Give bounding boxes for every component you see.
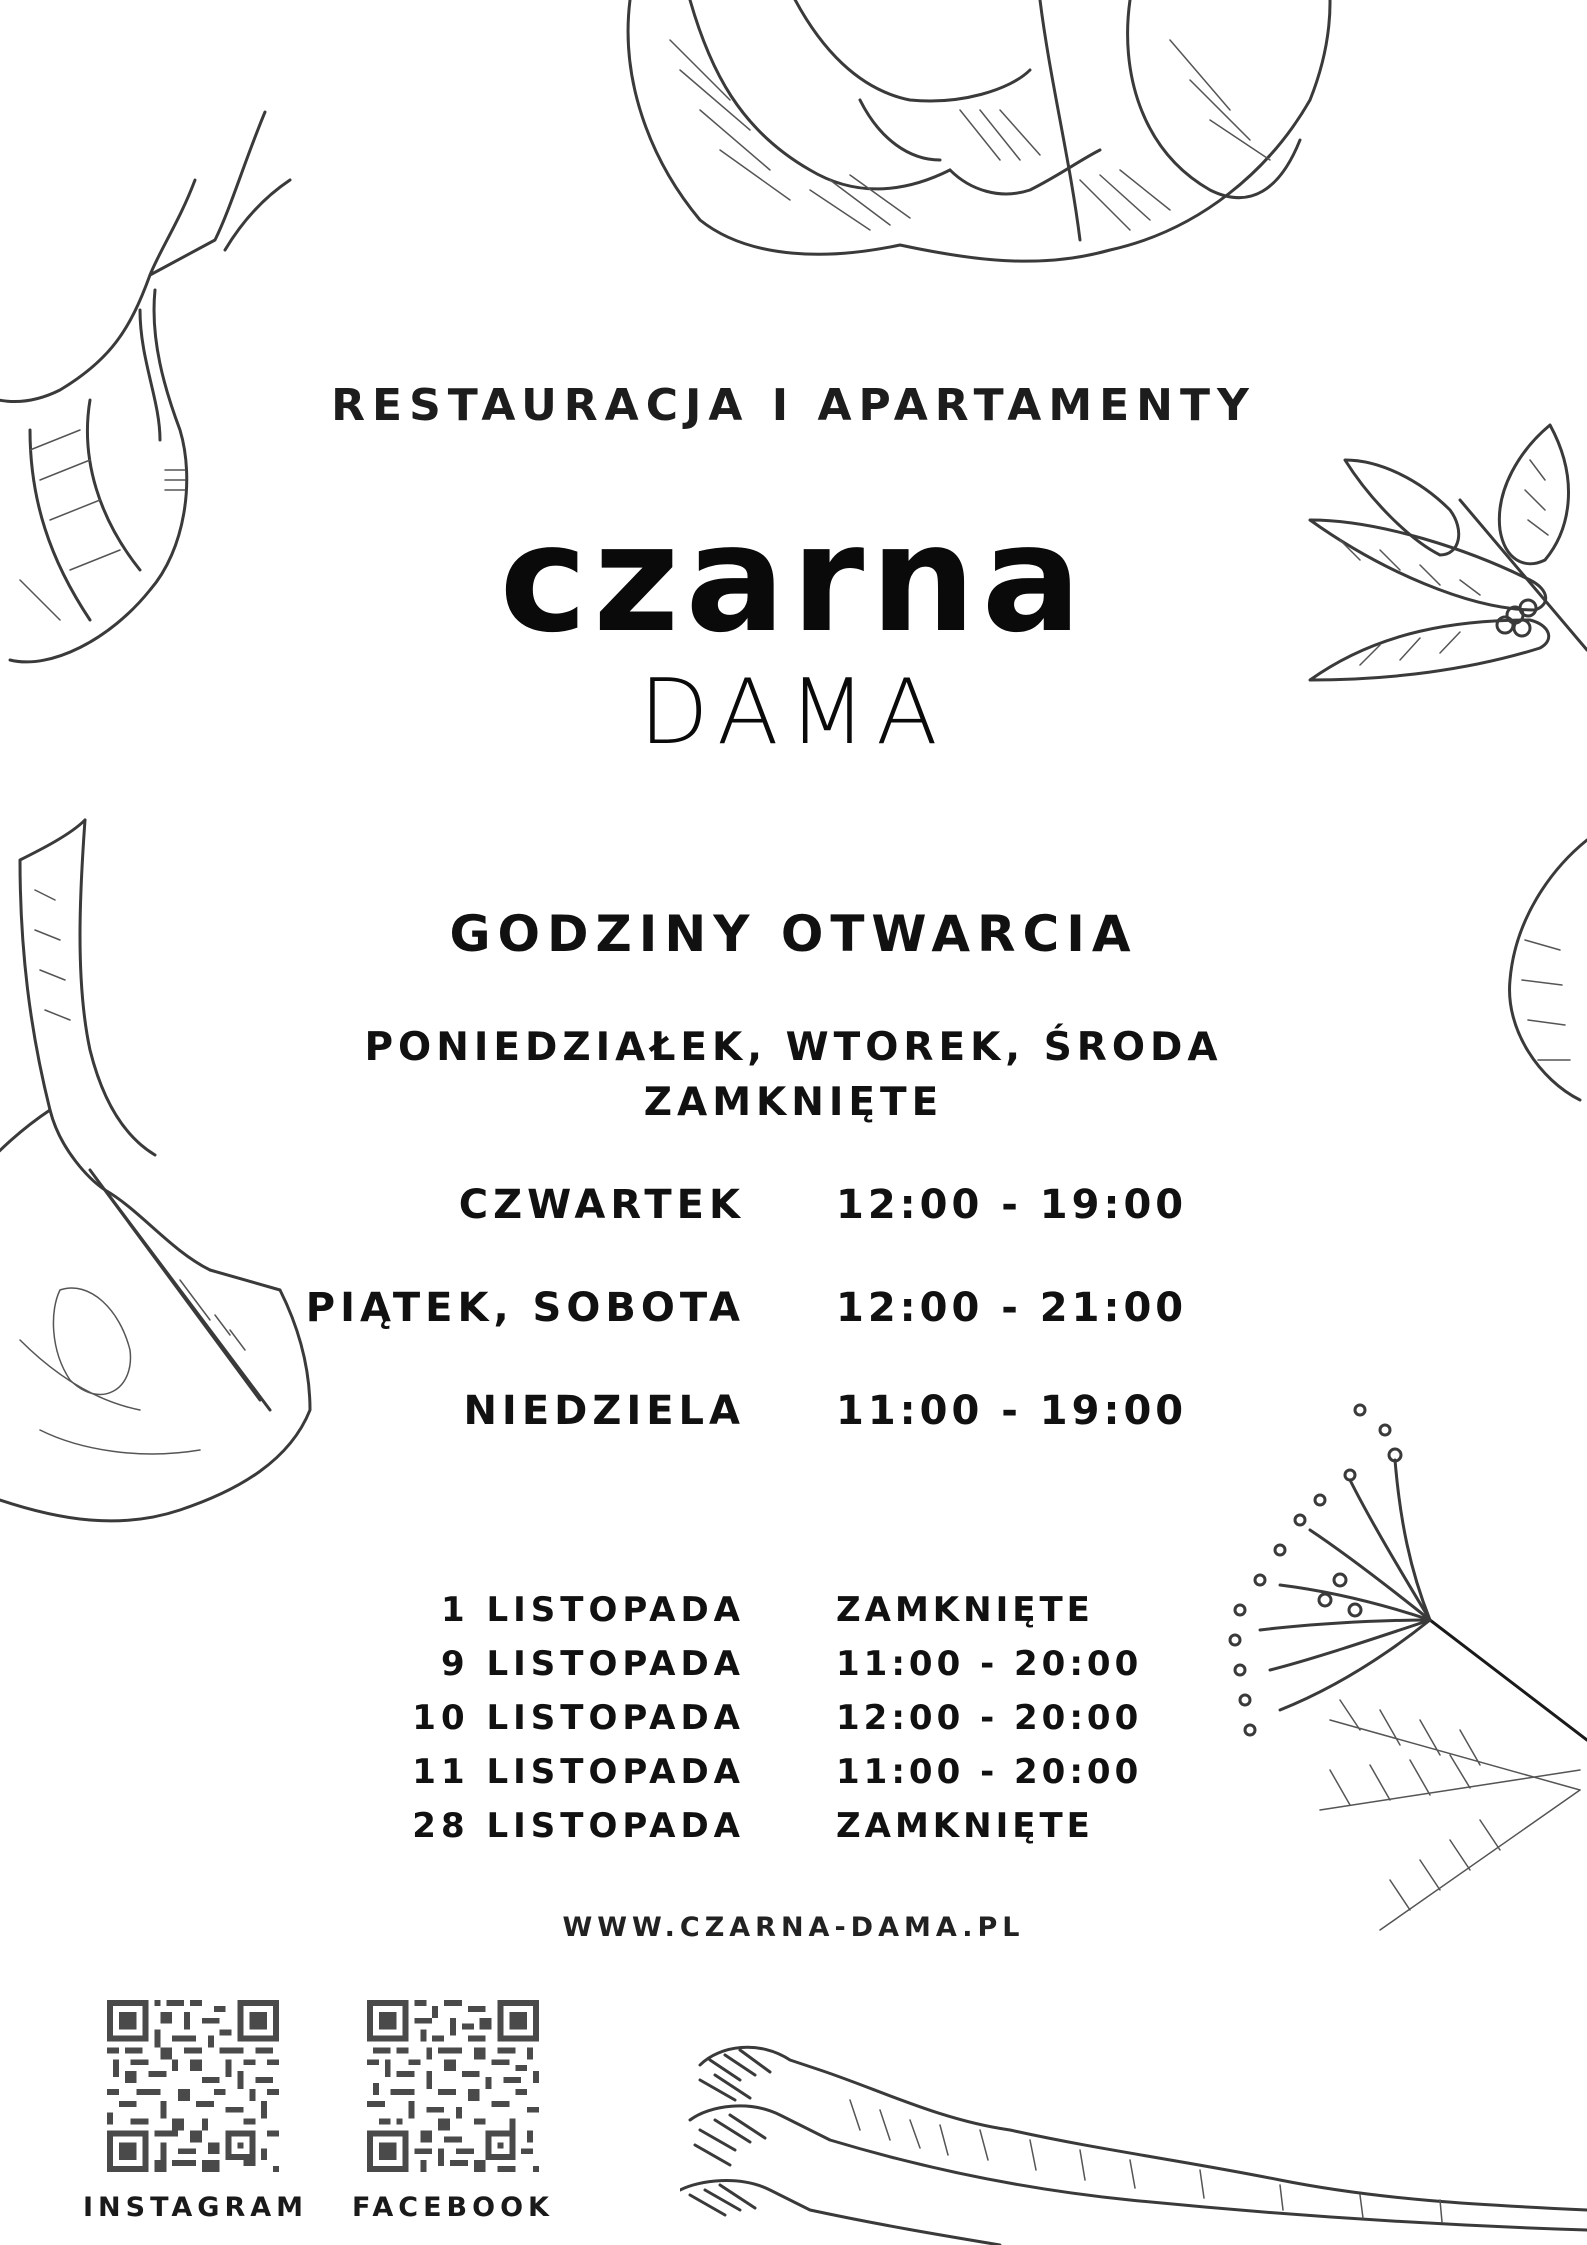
special-time: 12:00 - 20:00 (836, 1698, 1143, 1738)
instagram-label: INSTAGRAM (83, 2192, 309, 2223)
special-date-row (0, 1590, 1587, 1650)
logo-wordmark: czarna (499, 493, 1088, 665)
special-time: 11:00 - 20:00 (836, 1644, 1143, 1684)
special-date-row (0, 1698, 1587, 1758)
cabbage-illustration-icon (610, 0, 1350, 290)
special-time: 11:00 - 20:00 (836, 1752, 1143, 1792)
schedule-time: 12:00 - 19:00 (836, 1182, 1188, 1228)
schedule-day: NIEDZIELA (463, 1388, 745, 1434)
schedule-day: PIĄTEK, SOBOTA (305, 1285, 745, 1331)
instagram-qr-block[interactable] (83, 2000, 309, 2223)
special-date: 10 LISTOPADA (412, 1698, 745, 1738)
schedule-row (0, 1182, 1587, 1242)
schedule-time: 12:00 - 21:00 (836, 1285, 1188, 1331)
special-date: 11 LISTOPADA (412, 1752, 745, 1792)
special-date-row (0, 1752, 1587, 1812)
schedule-time: 11:00 - 19:00 (836, 1388, 1188, 1434)
special-time: ZAMKNIĘTE (836, 1590, 1094, 1630)
website-link[interactable]: WWW.CZARNA-DAMA.PL (562, 1912, 1025, 1943)
special-time: ZAMKNIĘTE (836, 1806, 1094, 1846)
facebook-qr-block[interactable] (352, 2000, 554, 2223)
special-date: 28 LISTOPADA (412, 1806, 745, 1846)
subtitle: RESTAURACJA I APARTAMENTY (331, 380, 1256, 431)
logo-subtitle: DAMA (639, 660, 948, 765)
opening-hours-title: GODZINY OTWARCIA (449, 905, 1138, 963)
closed-days-label: PONIEDZIAŁEK, WTOREK, ŚRODA (364, 1025, 1223, 1070)
schedule-row (0, 1285, 1587, 1345)
asparagus-illustration-icon (680, 2020, 1587, 2245)
closed-days-status: ZAMKNIĘTE (643, 1080, 944, 1125)
facebook-label: FACEBOOK (352, 2192, 554, 2223)
special-date: 9 LISTOPADA (440, 1644, 745, 1684)
special-date-row (0, 1644, 1587, 1704)
schedule-row (0, 1388, 1587, 1448)
special-date: 1 LISTOPADA (440, 1590, 745, 1630)
qr-code-icon[interactable] (367, 2000, 539, 2172)
special-date-row (0, 1806, 1587, 1866)
schedule-day: CZWARTEK (458, 1182, 745, 1228)
qr-code-icon[interactable] (107, 2000, 279, 2172)
